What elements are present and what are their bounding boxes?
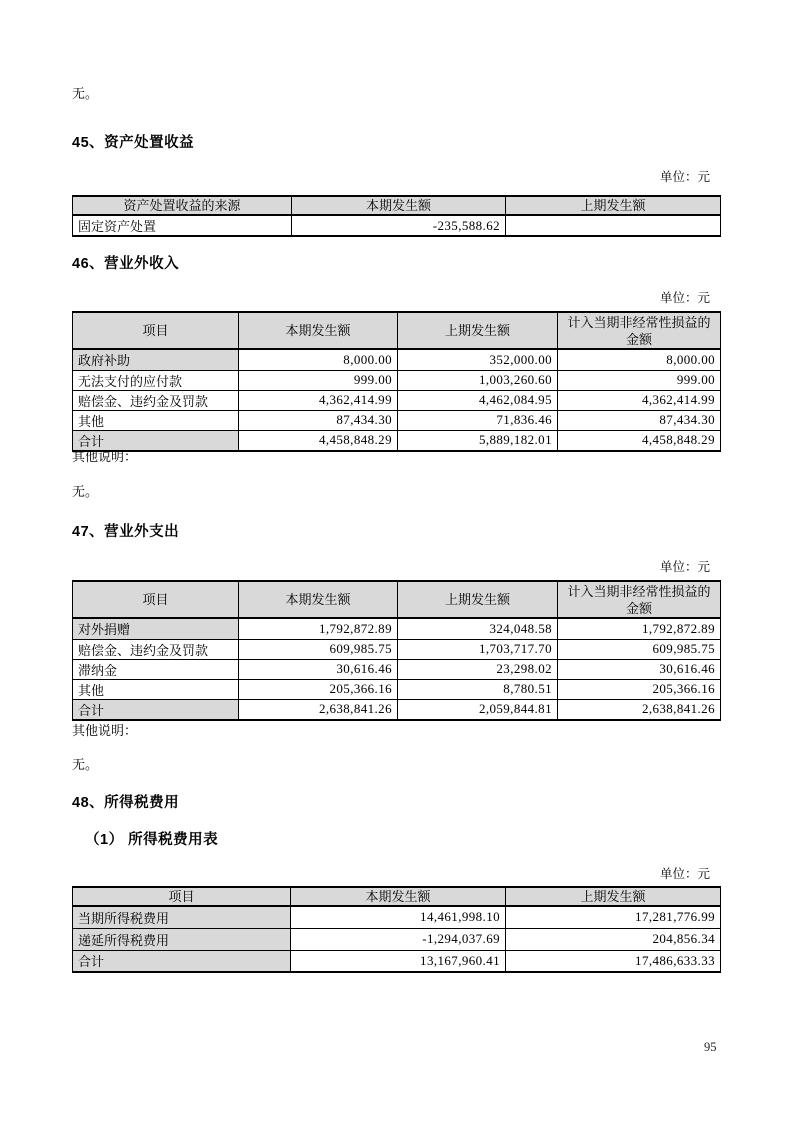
amount-cell: 1,792,872.89 [558, 618, 721, 639]
row-label-cell: 固定资产处置 [73, 215, 292, 236]
table-total-row [73, 699, 721, 720]
amount-cell: 1,703,717.70 [398, 639, 558, 659]
amount-cell: 2,059,844.81 [398, 699, 558, 720]
amount-cell: 2,638,841.26 [558, 699, 721, 720]
table-header-row [73, 312, 721, 349]
amount-cell: 17,486,633.33 [506, 950, 721, 972]
non-operating-expense-table [72, 580, 721, 721]
header-cell: 上期发生额 [398, 581, 558, 618]
table-row [73, 215, 721, 236]
amount-cell: 23,298.02 [398, 659, 558, 679]
amount-cell: 13,167,960.41 [291, 950, 506, 972]
row-label-cell: 当期所得税费用 [73, 906, 291, 928]
amount-cell: 999.00 [239, 370, 398, 390]
asset-disposal-income-table [72, 195, 721, 237]
unit-label: 单位：元 [659, 867, 710, 881]
row-label-cell: 政府补助 [73, 349, 239, 370]
section-48-title: 48、所得税费用 [72, 795, 180, 811]
none-text: 无。 [72, 86, 99, 101]
header-cell: 项目 [73, 312, 239, 349]
amount-cell: -1,294,037.69 [291, 928, 506, 950]
header-cell: 计入当期非经常性损益的金额 [558, 312, 721, 349]
amount-cell: 4,462,084.95 [398, 390, 558, 410]
header-cell: 本期发生额 [239, 312, 398, 349]
table-row [73, 349, 721, 370]
amount-cell: 204,856.34 [506, 928, 721, 950]
amount-cell: 4,362,414.99 [239, 390, 398, 410]
table-header-row [73, 581, 721, 618]
row-label-cell: 合计 [73, 430, 239, 451]
amount-cell: 999.00 [558, 370, 721, 390]
amount-cell: 205,366.16 [558, 679, 721, 699]
amount-cell: 17,281,776.99 [506, 906, 721, 928]
section-46-title: 46、营业外收入 [72, 256, 180, 272]
table-row [73, 639, 721, 659]
table-row [73, 370, 721, 390]
row-label-cell: 合计 [73, 950, 291, 972]
amount-cell: 14,461,998.10 [291, 906, 506, 928]
row-label-cell: 递延所得税费用 [73, 928, 291, 950]
row-label-cell: 合计 [73, 699, 239, 720]
header-cell: 本期发生额 [239, 581, 398, 618]
amount-cell: 352,000.00 [398, 349, 558, 370]
row-label-cell: 无法支付的应付款 [73, 370, 239, 390]
other-notes-label: 其他说明： [72, 723, 138, 738]
table-row [73, 928, 721, 950]
amount-cell: 205,366.16 [239, 679, 398, 699]
amount-cell: 87,434.30 [239, 410, 398, 430]
non-operating-income-table [72, 311, 721, 452]
amount-cell: 30,616.46 [558, 659, 721, 679]
row-label-cell: 对外捐赠 [73, 618, 239, 639]
income-tax-expense-table [72, 886, 721, 973]
amount-cell: 5,889,182.01 [398, 430, 558, 451]
amount-cell: 2,638,841.26 [239, 699, 398, 720]
header-cell: 上期发生额 [398, 312, 558, 349]
header-cell: 资产处置收益的来源 [73, 196, 292, 215]
header-cell: 计入当期非经常性损益的金额 [558, 581, 721, 618]
header-cell: 上期发生额 [506, 887, 721, 906]
unit-label: 单位：元 [659, 560, 710, 574]
amount-cell: 4,458,848.29 [239, 430, 398, 451]
header-cell: 项目 [73, 581, 239, 618]
table-total-row [73, 430, 721, 451]
header-cell: 项目 [73, 887, 291, 906]
amount-cell: -235,588.62 [292, 215, 506, 236]
amount-cell: 324,048.58 [398, 618, 558, 639]
section-45-title: 45、资产处置收益 [72, 135, 195, 151]
amount-cell: 1,792,872.89 [239, 618, 398, 639]
amount-cell: 87,434.30 [558, 410, 721, 430]
table-row [73, 410, 721, 430]
table-row [73, 390, 721, 410]
amount-cell: 30,616.46 [239, 659, 398, 679]
table-row [73, 906, 721, 928]
header-cell: 本期发生额 [291, 887, 506, 906]
row-label-cell: 赔偿金、违约金及罚款 [73, 390, 239, 410]
unit-label: 单位：元 [659, 291, 710, 305]
table-header-row [73, 196, 721, 215]
row-label-cell: 滞纳金 [73, 659, 239, 679]
table-row [73, 618, 721, 639]
table-total-row [73, 950, 721, 972]
amount-cell: 4,458,848.29 [558, 430, 721, 451]
amount-cell: 609,985.75 [239, 639, 398, 659]
none-text: 无。 [72, 757, 99, 772]
header-cell: 上期发生额 [506, 196, 721, 215]
row-label-cell: 其他 [73, 679, 239, 699]
amount-cell: 8,000.00 [239, 349, 398, 370]
row-label-cell: 赔偿金、违约金及罚款 [73, 639, 239, 659]
amount-cell: 8,000.00 [558, 349, 721, 370]
amount-cell [506, 215, 721, 236]
amount-cell: 8,780.51 [398, 679, 558, 699]
page-number: 95 [704, 1040, 717, 1054]
amount-cell: 71,836.46 [398, 410, 558, 430]
section-47-title: 47、营业外支出 [72, 524, 180, 540]
amount-cell: 1,003,260.60 [398, 370, 558, 390]
table-row [73, 679, 721, 699]
amount-cell: 609,985.75 [558, 639, 721, 659]
table-row [73, 659, 721, 679]
table-header-row [73, 887, 721, 906]
unit-label: 单位：元 [659, 170, 710, 184]
none-text: 无。 [72, 484, 99, 499]
header-cell: 本期发生额 [292, 196, 506, 215]
row-label-cell: 其他 [73, 410, 239, 430]
other-notes-label: 其他说明： [72, 449, 138, 464]
section-48-subtitle: （1） 所得税费用表 [85, 832, 219, 848]
amount-cell: 4,362,414.99 [558, 390, 721, 410]
